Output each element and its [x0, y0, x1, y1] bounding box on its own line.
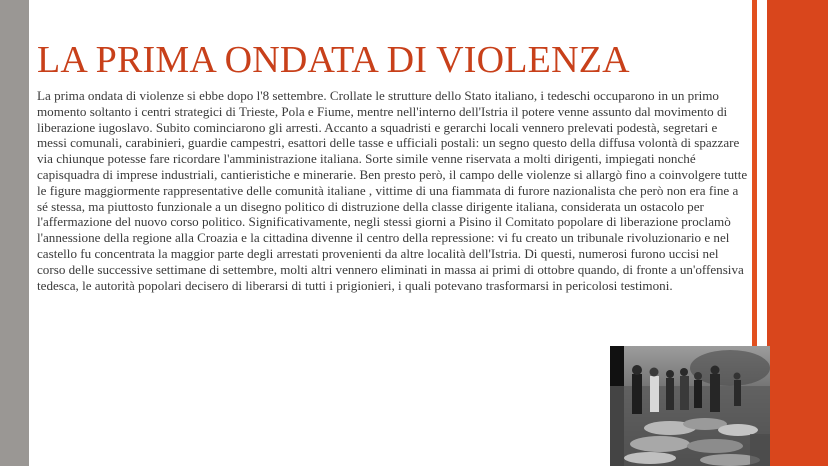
slide-body-text: La prima ondata di violenze si ebbe dopo l'8 settembre. Crollate le strutture dello Stato italiano, i tedeschi occuparono in un primo momento soltanto i centri strategici di Trieste, Pola e Fiume, mentre nell'interno dell'Istria il potere venne assunto dal movimento di liberazione iugoslavo. Subito cominciarono gli arresti. Accanto a squadristi e gerarchi locali vennero prelevati podestà, segretari e messi comunali, carabinieri, guardie campestri, esattori delle tasse e ufficiali postali: un segno questo della diffusa volontà di spazzare via chiunque potesse fare ricordare l'amministrazione italiana. Sorte simile venne riservata a molti dirigenti, impiegati nonché capisquadra di imprese industriali, cantieristiche e minerarie. Ben presto però, il campo delle violenze si allargò fino a coinvolgere tutte le figure maggiormente rappresentative delle comunità italiane , vittime di una fiammata di furore nazionalista che però non era fine a sé stessa, ma piuttosto funzionale a un disegno politico di distruzione della classe dirigente italiana, considerata un ostacolo per l'affermazione del nuovo corso politico. Significativamente, negli stessi giorni a Pisino il Comitato popolare di liberazione proclamò l'annessione della regione alla Croazia e la cittadina divenne il centro della repressione: vi fu creato un tribunale rivoluzionario e nel castello fu concentrata la maggior parte degli arrestati provenienti da altre località dell'Istria. Di questi, numerosi furono uccisi nel corso delle successive settimane di settembre, molti altri vennero eliminati in massa ai primi di ottobre quando, di fronte a un'offensiva tedesca, le autorità popolari decisero di liberarsi di tutti i prigionieri, i quali potevano trasformarsi in pericolosi testimoni.: [37, 88, 748, 293]
historical-photo: [610, 346, 770, 466]
left-gray-bar: [0, 0, 29, 466]
slide-title: LA PRIMA ONDATA DI VIOLENZA: [37, 39, 630, 81]
right-accent-bar: [767, 0, 828, 466]
